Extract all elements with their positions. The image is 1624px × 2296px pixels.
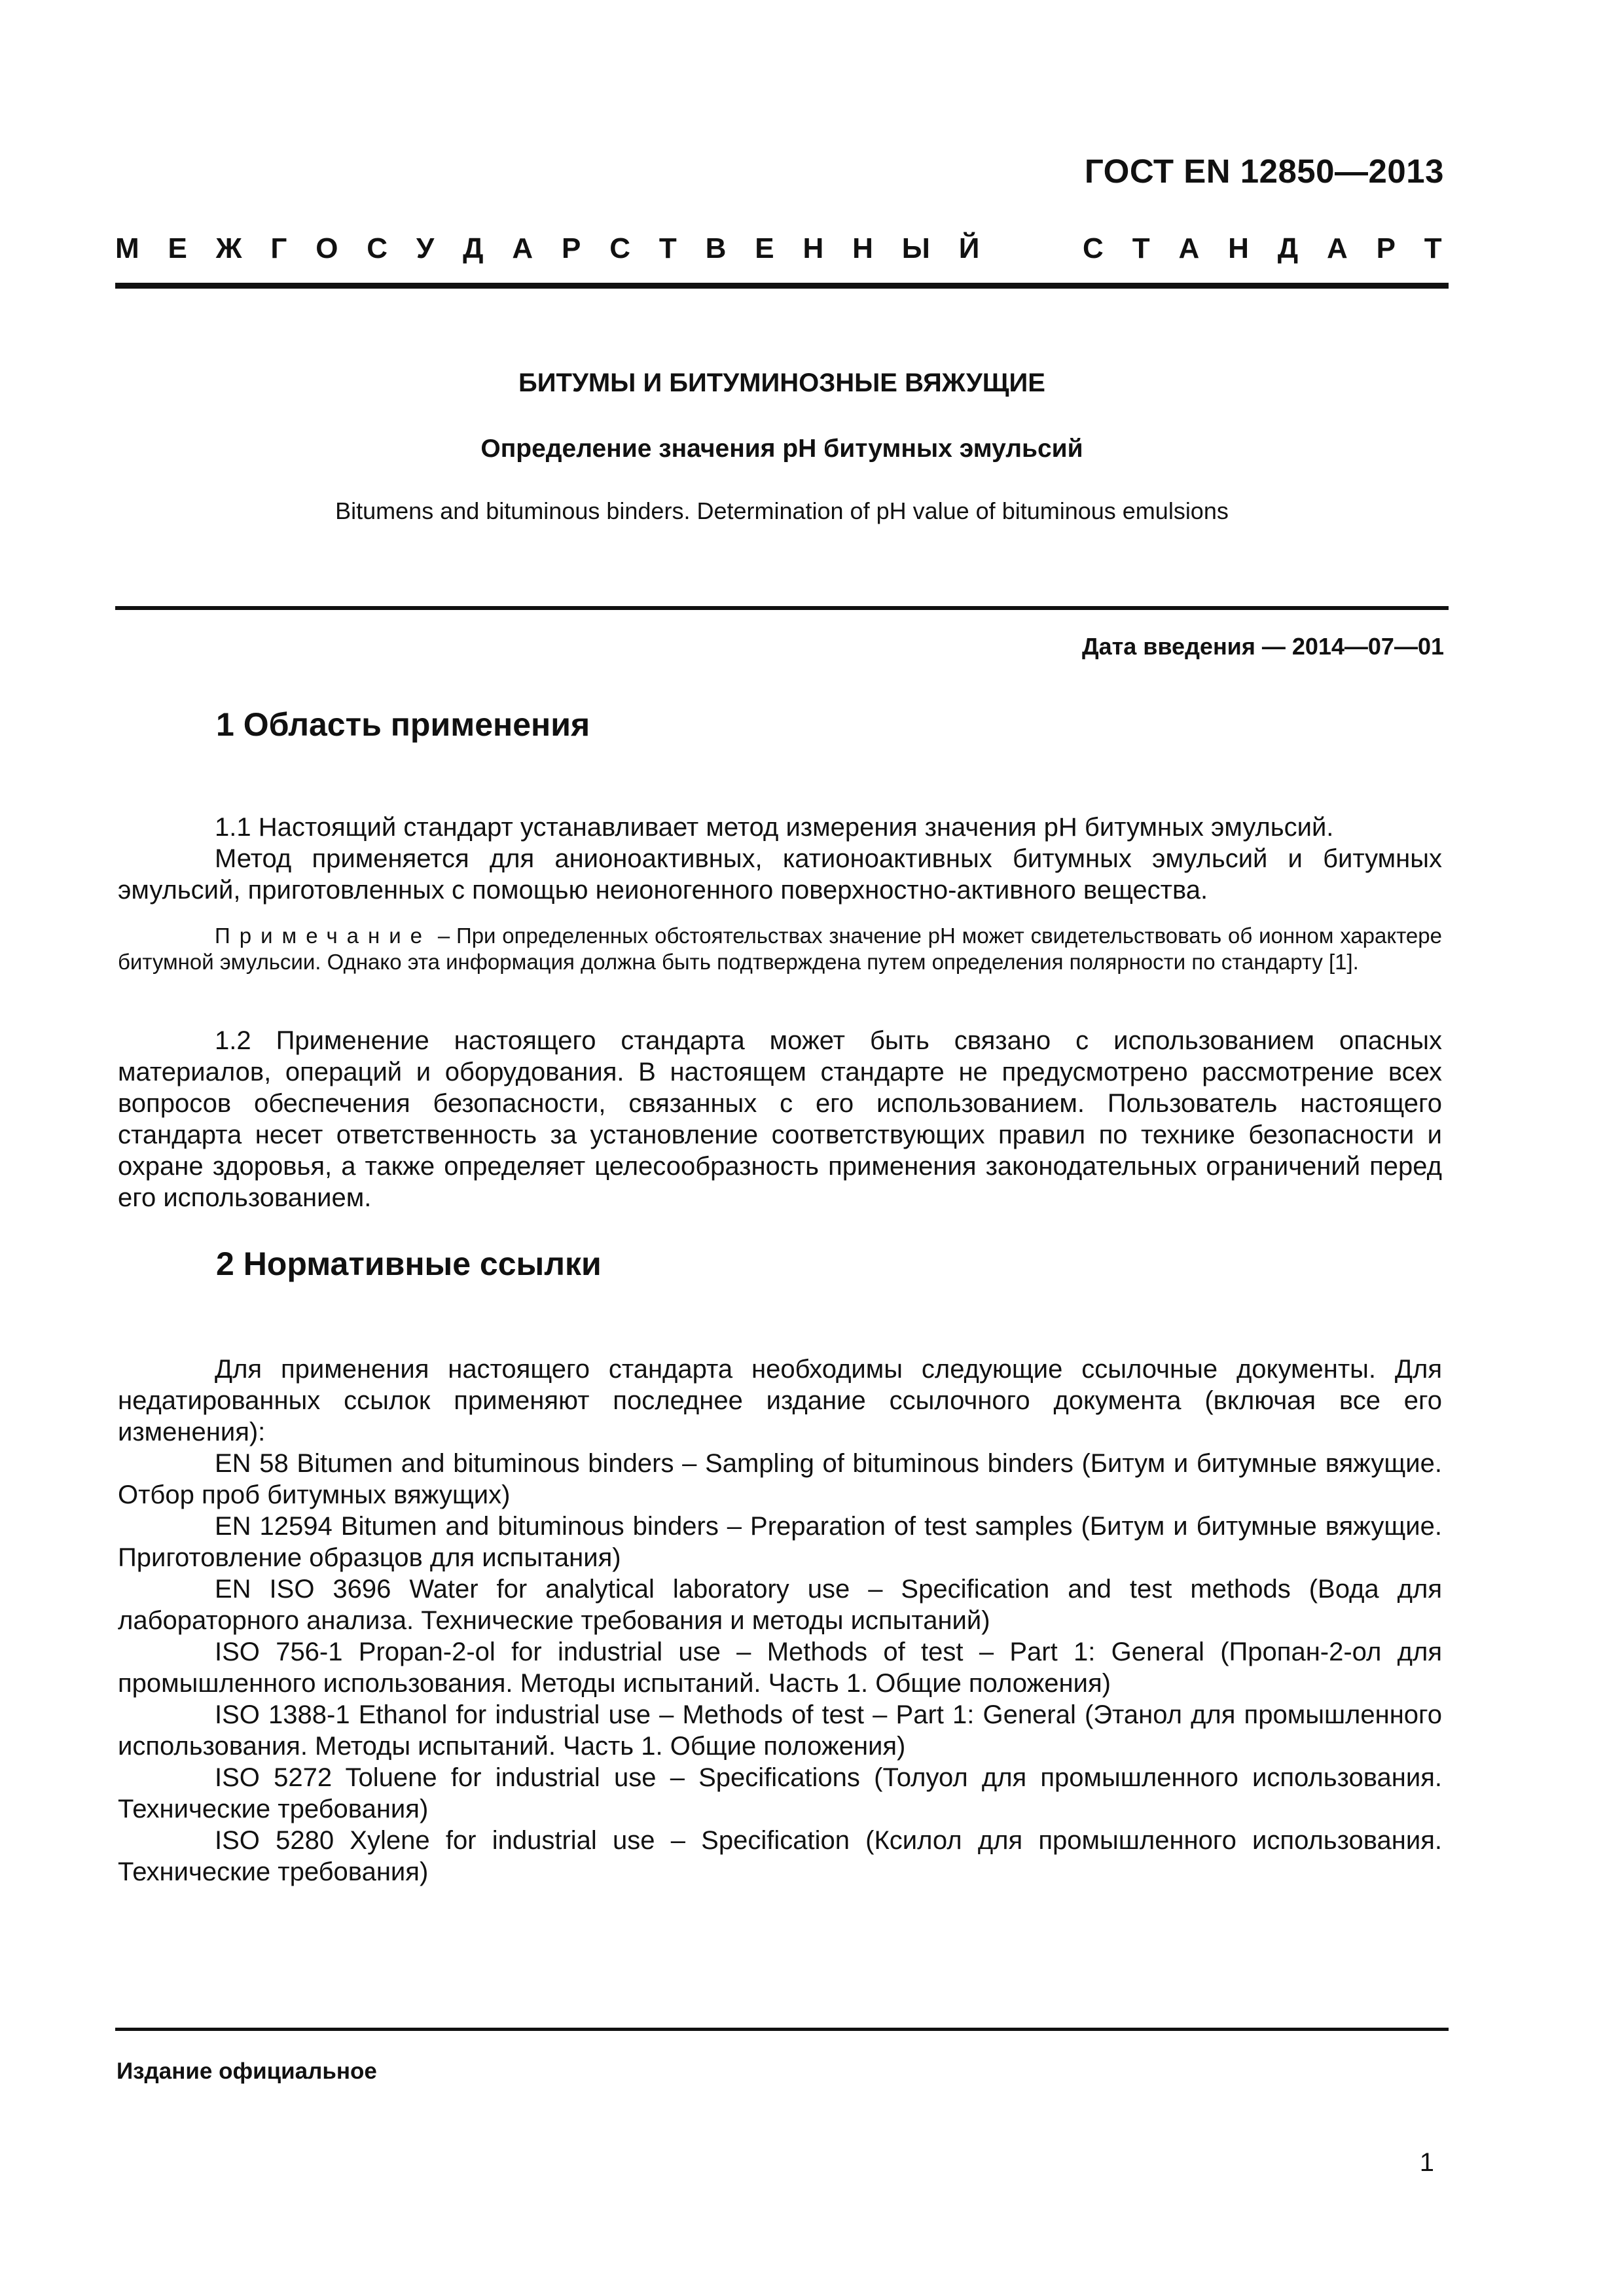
document-title: БИТУМЫ И БИТУМИНОЗНЫЕ ВЯЖУЩИЕ: [518, 368, 1045, 397]
paragraph-1-2: 1.2 Применение настоящего стандарта может быть связано с использованием опасных материалов, операций и оборудования. В настоящем стандарте не предусмотрено рассмотрение всех вопросов обеспечения безопасности, связанных с его использованием. Пользователь настоящего стандарта несет ответственность за установление соответствующих правил по технике безопасности и охране здоровья, а также определяет целесообразность применения законодательных ограничений перед его использованием.: [118, 1026, 1442, 1212]
note-paragraph: [118, 923, 1442, 975]
banner-letter: Ж: [215, 232, 242, 264]
standard-type-banner: [115, 232, 1442, 265]
footer-divider: [115, 2028, 1449, 2031]
banner-letter: Н: [803, 232, 824, 264]
banner-letter: Е: [168, 232, 187, 264]
banner-letter: М: [115, 232, 139, 264]
references-intro: Для применения настоящего стандарта необходимы следующие ссылочные документы. Для недатированных ссылок применяют последнее издание ссылочного документа (включая все его изменения):: [118, 1355, 1442, 1446]
banner-letter: С: [609, 232, 631, 264]
banner-letter: Т: [1132, 232, 1150, 264]
document-title-english: Bitumens and bituminous binders. Determination of pH value of bituminous emulsions: [335, 497, 1229, 524]
banner-letter: С: [1083, 232, 1104, 264]
page-number: 1: [1419, 2148, 1434, 2177]
banner-letter: Р: [562, 232, 581, 264]
note-text: – При определенных обстоятельствах значение pH может свидетельствовать об ионном характере битумной эмульсии. Однако эта информация должна быть подтверждена путем определения полярности по стандарту [1].: [118, 924, 1442, 974]
banner-letter: Т: [659, 232, 677, 264]
banner-letter: О: [316, 232, 338, 264]
reference-item: EN 58 Bitumen and bituminous binders – Sampling of bituminous binders (Битум и битумные вяжущие. Отбор проб битумных вяжущих): [118, 1449, 1442, 1509]
banner-word-gap: [1008, 232, 1054, 265]
note-block: [118, 923, 1442, 975]
reference-item: ISO 1388-1 Ethanol for industrial use – Methods of test – Part 1: General (Этанол для промышленного использования. Методы испытаний. Часть 1. Общие положения): [118, 1700, 1442, 1761]
banner-letter: С: [367, 232, 388, 264]
paragraph-method: Метод применяется для анионоактивных, катионоактивных битумных эмульсий и битумных эмульсий, приготовленных с помощью неионогенного поверхностно-активного вещества.: [118, 844, 1442, 905]
banner-letter: Й: [958, 232, 980, 264]
banner-letter: Н: [852, 232, 873, 264]
banner-letter: А: [1326, 232, 1348, 264]
note-label: Примечание: [215, 924, 432, 948]
banner-letter: А: [512, 232, 533, 264]
reference-item: EN ISO 3696 Water for analytical laboratory use – Specification and test methods (Вода для лабораторного анализа. Технические требования и методы испытаний): [118, 1575, 1442, 1635]
banner-letter: В: [705, 232, 727, 264]
banner-letter: Н: [1228, 232, 1249, 264]
reference-item: ISO 756-1 Propan-2-ol for industrial use – Methods of test – Part 1: General (Пропан-2-ол для промышленного использования. Методы испытаний. Часть 1. Общие положения): [118, 1638, 1442, 1698]
document-subtitle: Определение значения pH битумных эмульсий: [480, 435, 1083, 463]
reference-item: EN 12594 Bitumen and bituminous binders – Preparation of test samples (Битум и битумные вяжущие. Приготовление образцов для испытания): [118, 1512, 1442, 1572]
banner-letter: Ы: [901, 232, 930, 264]
document-number: ГОСТ EN 12850—2013: [1084, 152, 1444, 190]
banner-letter: А: [1178, 232, 1200, 264]
edition-label: Издание официальное: [117, 2058, 377, 2084]
section-2-heading: 2 Нормативные ссылки: [216, 1246, 602, 1282]
banner-letter: Г: [270, 232, 287, 264]
normative-references: [118, 1354, 1442, 1888]
banner-letter: Т: [1424, 232, 1442, 264]
banner-letter: Д: [1277, 232, 1299, 264]
section-1-body: [118, 812, 1442, 906]
section-1-heading: 1 Область применения: [216, 706, 590, 743]
banner-letter: Д: [463, 232, 484, 264]
banner-letter: Е: [755, 232, 774, 264]
header-divider: [115, 283, 1449, 289]
reference-item: ISO 5280 Xylene for industrial use – Specification (Ксилол для промышленного использования. Технические требования): [118, 1826, 1442, 1886]
section-1-2-body: [118, 1025, 1442, 1213]
banner-letter: Р: [1376, 232, 1396, 264]
reference-item: ISO 5272 Toluene for industrial use – Specifications (Толуол для промышленного использования. Технические требования): [118, 1763, 1442, 1823]
banner-letter: У: [416, 232, 435, 264]
paragraph-1-1: 1.1 Настоящий стандарт устанавливает метод измерения значения pH битумных эмульсий.: [215, 813, 1334, 842]
introduction-date: Дата введения — 2014—07—01: [1081, 633, 1444, 660]
title-divider: [115, 606, 1449, 610]
